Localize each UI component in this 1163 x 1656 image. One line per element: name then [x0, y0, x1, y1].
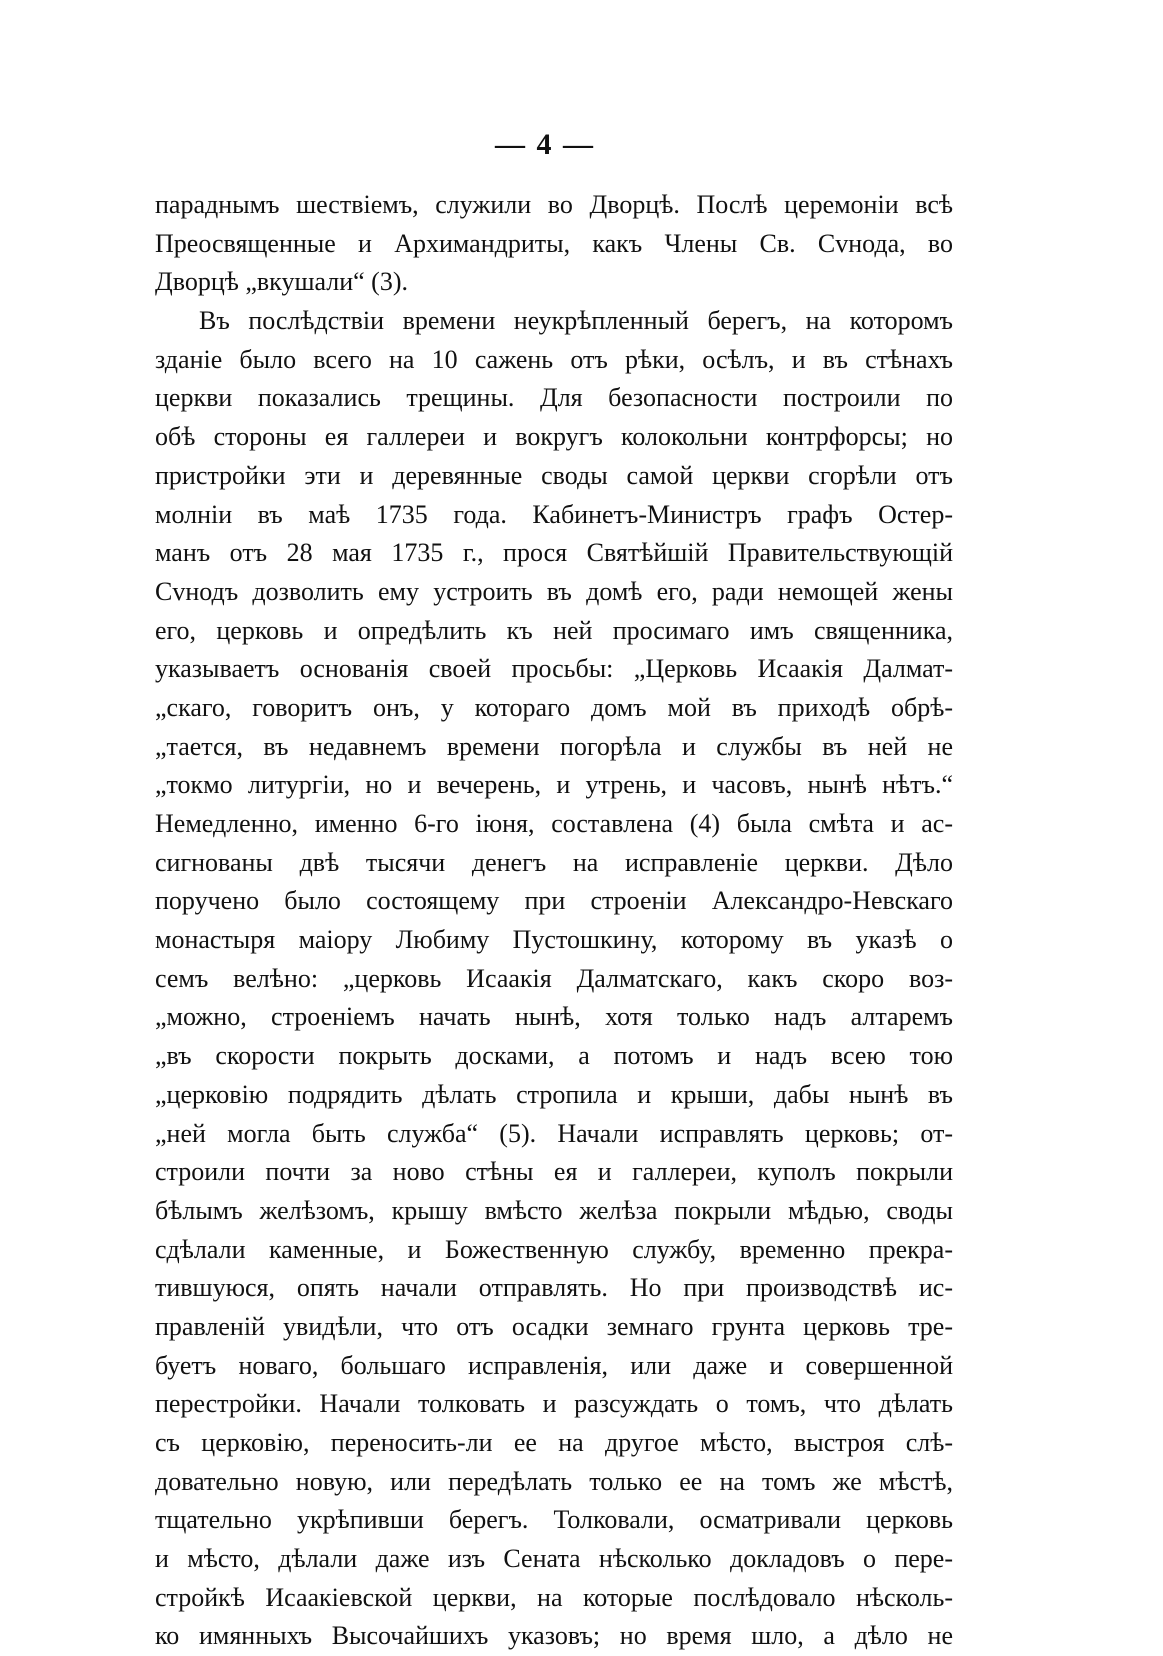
text-line: „въ скорости покрыть досками, а потомъ и надъ всею тою: [155, 1041, 953, 1071]
text-line: сигнованы двѣ тысячи денегъ на исправленіе церкви. Дѣло: [155, 847, 953, 877]
text-line: Преосвященные и Архимандриты, какъ Члены Св. Сvнода, во: [155, 228, 953, 258]
text-line: ко имянныхъ Высочайшихъ указовъ; но время шло, а дѣло не: [155, 1621, 953, 1651]
paragraph-first-line: Въ послѣдствіи времени неукрѣпленный берегъ, на которомъ: [199, 306, 953, 336]
text-line: „ней могла быть служба“ (5). Начали исправлять церковь; от-: [155, 1118, 953, 1148]
text-line: поручено было состоящему при строеніи Александро-Невскаго: [155, 886, 953, 916]
text-line: параднымъ шествіемъ, служили во Дворцѣ. Послѣ церемоніи всѣ: [155, 190, 953, 219]
text-line: семъ велѣно: „церковь Исаакія Далматскаго, какъ скоро воз-: [155, 963, 953, 993]
body-text: [155, 186, 953, 1656]
text-line: монастыря маіору Любиму Пустошкину, которому въ указѣ о: [155, 925, 953, 955]
text-line: пристройки эти и деревянные своды самой церкви сгорѣли отъ: [155, 460, 953, 490]
text-line: Сvнодъ дозволить ему устроить въ домѣ его, ради немощей жены: [155, 576, 953, 606]
page-number: — 4 —: [495, 128, 595, 161]
text-line: довательно новую, или передѣлать только ее на томъ же мѣстѣ,: [155, 1466, 953, 1496]
text-line: Дворцѣ „вкушали“ (3).: [155, 267, 408, 297]
text-line: обѣ стороны ея галлереи и вокругъ колокольни контрфорсы; но: [155, 422, 953, 452]
text-line: молніи въ маѣ 1735 года. Кабинетъ-Министръ графъ Остер-: [155, 499, 953, 529]
text-line: буетъ новаго, большаго исправленія, или даже и совершенной: [155, 1350, 953, 1380]
text-line: зданіе было всего на 10 сажень отъ рѣки, осѣлъ, и въ стѣнахъ: [155, 344, 953, 374]
text-line: его, церковь и опредѣлить къ ней просимаго имъ священника,: [155, 615, 953, 645]
text-line: тившуюся, опять начали отправлять. Но при производствѣ ис-: [155, 1273, 953, 1303]
text-line: и мѣсто, дѣлали даже изъ Сената нѣсколько докладовъ о пере-: [155, 1544, 953, 1574]
text-line: бѣлымъ желѣзомъ, крышу вмѣсто желѣза покрыли мѣдью, своды: [155, 1195, 953, 1225]
text-line: стройкѣ Исаакіевской церкви, на которые послѣдовало нѣсколь-: [155, 1582, 953, 1612]
text-line: Немедленно, именно 6-го іюня, составлена (4) была смѣта и ас-: [155, 809, 953, 838]
text-line: „токмо литургіи, но и вечерень, и утрень, и часовъ, нынѣ нѣтъ.“: [155, 770, 953, 800]
text-line: тщательно укрѣпивши берегъ. Толковали, осматривали церковь: [155, 1505, 953, 1535]
text-line: указываетъ основанія своей просьбы: „Церковь Исаакія Далмат-: [155, 654, 953, 684]
text-line: сдѣлали каменные, и Божественную службу, временно прекра-: [155, 1234, 953, 1264]
text-line: перестройки. Начали толковать и разсуждать о томъ, что дѣлать: [155, 1389, 953, 1419]
text-line: манъ отъ 28 мая 1735 г., прося Святѣйшій Правительствующій: [155, 538, 953, 568]
text-line: „тается, въ недавнемъ времени погорѣла и службы въ ней не: [155, 731, 953, 761]
text-line: правленій увидѣли, что отъ осадки земнаго грунта церковь тре-: [155, 1311, 953, 1341]
text-line: „церковію подрядить дѣлать стропила и крыши, дабы нынѣ въ: [155, 1079, 953, 1109]
text-line: церкви показались трещины. Для безопасности построили по: [155, 383, 953, 413]
text-line: съ церковію, переносить-ли ее на другое мѣсто, выстроя слѣ-: [155, 1428, 953, 1457]
text-line: строили почти за ново стѣны ея и галлереи, куполъ покрыли: [155, 1157, 953, 1187]
text-line: „можно, строеніемъ начать нынѣ, хотя только надъ алтаремъ: [155, 1002, 953, 1032]
text-line: „скаго, говоритъ онъ, у котораго домъ мой въ приходѣ обрѣ-: [155, 692, 953, 722]
